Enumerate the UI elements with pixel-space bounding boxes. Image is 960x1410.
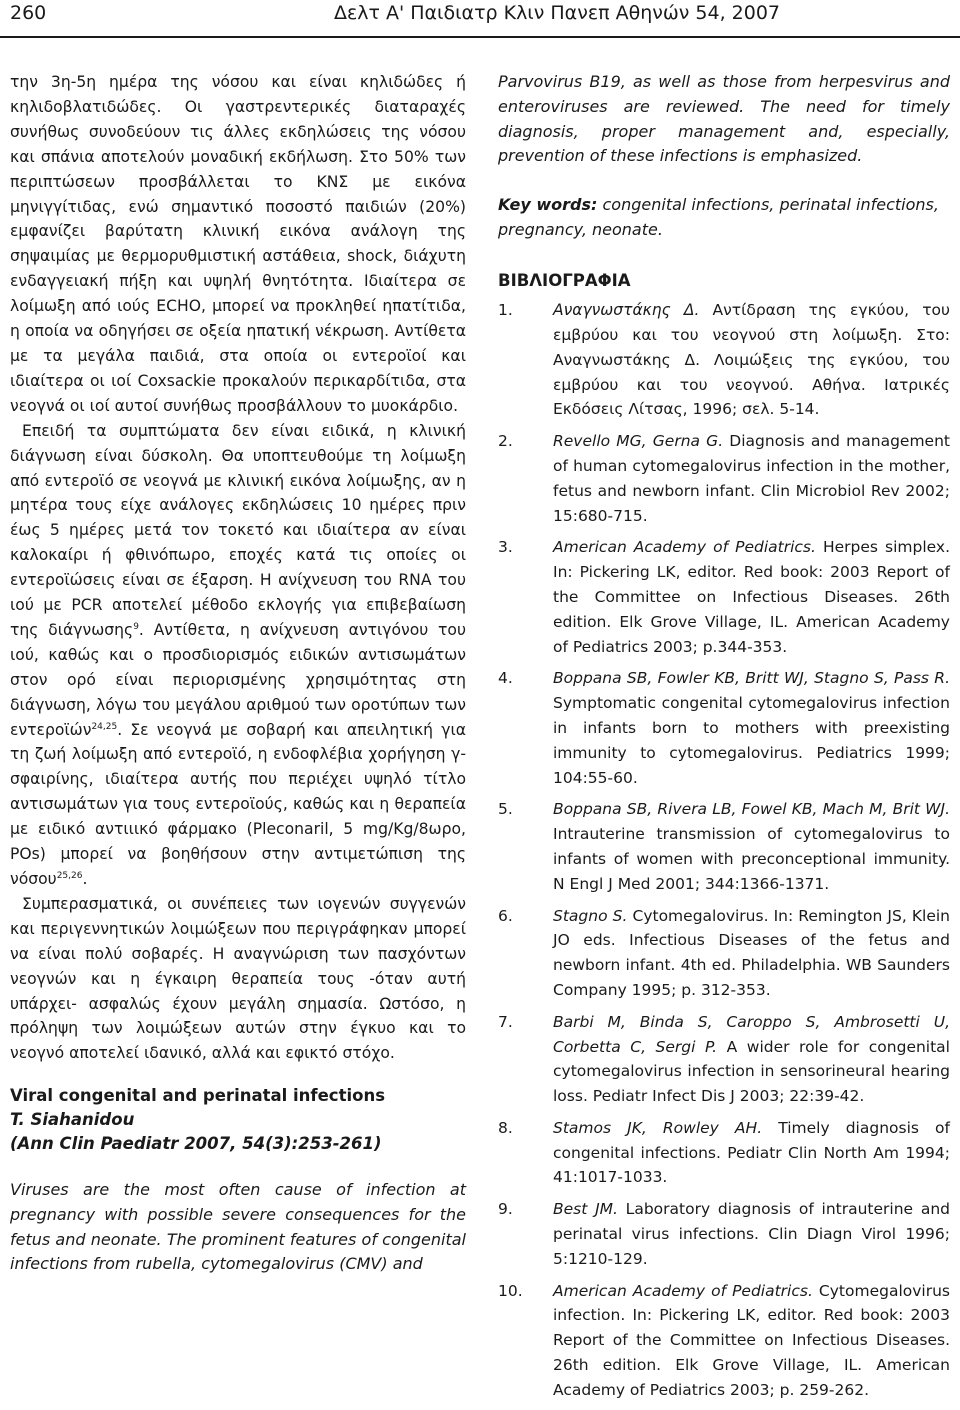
reference-item <box>498 298 950 422</box>
reference-authors: Αναγνωστάκης Δ. <box>553 301 700 320</box>
citation-superscript: 9 <box>133 621 139 632</box>
reference-details: Intrauterine transmission of cytomegalovirus to infants of women with preconceptional immunity. N Engl J Med 2001; 344:1366-1371. <box>553 825 950 893</box>
abstract-citation: (Ann Clin Paediatr 2007, 54(3):253-261) <box>10 1134 382 1154</box>
reference-details: Herpes simplex. In: Pickering LK, editor. Red book: 2003 Report of the Committee on Infectious Diseases. 26th edition. Elk Grove Village, IL. American Academy of Pediatrics 2003; p.344-353. <box>553 538 951 656</box>
abstract-text-right: Parvovirus B19, as well as those from herpesvirus and enteroviruses are reviewed. The need for timely diagnosis, proper management and, especially, prevention of these infections is emphasized. <box>498 72 950 166</box>
reference-authors: American Academy of Pediatrics. <box>553 1281 813 1300</box>
abstract-title: Viral congenital and perinatal infections <box>10 1086 386 1106</box>
reference-number: 8. <box>498 1118 513 1137</box>
body-paragraph-2: Επειδή τα συμπτώματα δεν είναι ειδικά, η κλινική διάγνωση είναι δύσκολη. Θα υποπτευθούμε τη λοίμωξη από εντεροϊό σε νεογνά με κλινική εικόνα λοίμωξης, αν η μητέρα τους είχε ανάλογες εκδηλώσεις 10 ημέρες πριν έως 5 ημέρες μετά τον τοκετό και ιδιαίτερα αν είναι καλοκαίρι ή φθινόπωρο, εποχές κατά τις οποίες οι εντεροϊώσεις είναι σε έξαρση. Η ανίχνευση του RNA του ιού με PCR αποτελεί μέθοδο εκλογής για επιβεβαίωση της διάγνωσης$^9$. Αντίθετα, η ανίχνευση αντιγόνου του ιού, καθώς και ο προσδιορισμός ειδικών αντισωμάτων στον ορό είναι περιορισμένης χρησιμότητας στη διάγνωση, λόγω του μεγάλου αριθμού των οροτύπων των εντεροϊών$^{24,25}$. Σε νεογνά με σοβαρή και απειλητική για τη ζωή λοίμωξη από εντεροϊό, η ενδοφλέβια χορήγηση γ-σφαιρίνης, ιδιαίτερα αυτής που περιέχει υψηλό τίτλο αντισωμάτων για τους εντεροϊούς, καθώς και η θεραπεία με ειδικό αντιιικό φάρμακο (Pleconaril, 5 mg/Kg/8ωρο, POs) μπορεί να βοηθήσουν στην αντιμετώπιση της νόσου$^{25,26}$. <box>10 421 466 888</box>
reference-item <box>498 535 950 659</box>
citation-superscript: 24,25 <box>91 721 118 732</box>
reference-item <box>498 904 950 1003</box>
reference-number: 4. <box>498 669 513 688</box>
reference-details: Symptomatic congenital cytomegalovirus infection in infants born to mothers with preexisting immunity to cytomegalovirus. Pediatrics 1999; 104:55-60. <box>553 694 950 787</box>
body-paragraph-1: την 3η-5η ημέρα της νόσου και είναι κηλιδώδες ή κηλιδοβλατιδώδες. Οι γαστρεντερικές διαταραχές συνήθως συνοδεύουν τις άλλες εκδηλώσεις της νόσου και σπάνια αποτελούν μοναδική εκδήλωση. Στο 50% των περιπτώσεων προσβάλλεται το ΚΝΣ με εικόνα μηνιγγίτιδας, ενώ σημαντικό ποσοστό παιδιών (20%) εμφανίζει βαρύτατη κλινική εικόνα ανάλογη της σηψαιμίας με θερμορυθμιστική αστάθεια, shock, διάχυτη ενδαγγειακή πήξη και υψηλή θνητότητα. Ιδιαίτερα σε λοίμωξη από ιούς ECHO, μπορεί να προκληθεί ηπατίτιδα, η οποία να οδηγήσει σε οξεία ηπατική νέκρωση. Αντίθετα με τα μεγάλα παιδιά, στα οποία οι εντεροϊοί και ιδιαίτερα οι ιοί Coxsackie προκαλούν περικαρδίτιδα, στα νεογνά οι ιοί αυτοί συνήθως προσβάλλουν το μυοκάρδιο. <box>10 73 466 415</box>
page-header <box>0 0 960 36</box>
header-rule <box>0 36 960 38</box>
keywords <box>498 192 950 242</box>
reference-authors: Revello MG, Gerna G. <box>553 432 724 451</box>
reference-authors: Best JM. <box>553 1200 618 1219</box>
reference-authors: Boppana SB, Fowler KB, Britt WJ, Stagno S, Pass R. <box>553 669 950 688</box>
reference-details: Cytomegalovirus. In: Remington JS, Klein JO eds. Infectious Diseases of the fetus and newborn infant. 4th ed. Philadelphia. WB Saunders Company 1995; p. 312-353. <box>553 906 950 999</box>
left-column <box>10 70 466 1277</box>
reference-number: 6. <box>498 906 513 925</box>
reference-number: 9. <box>498 1200 513 1219</box>
reference-authors: Barbi M, Binda S, Caroppo S, Ambrosetti U, Corbetta C, Sergi P. <box>553 1012 950 1056</box>
reference-authors: Stagno S. <box>553 906 628 925</box>
keywords-label: Key words: <box>498 195 598 215</box>
reference-authors: Stamos JK, Rowley AH. <box>553 1118 763 1137</box>
reference-item <box>498 1116 950 1190</box>
reference-item <box>498 666 950 790</box>
reference-details: Timely diagnosis of congenital infections. Pediatr Clin North Am 1994; 41:1017-1033. <box>553 1118 950 1187</box>
reference-item <box>498 1197 950 1271</box>
page-number: 260 <box>10 2 47 24</box>
citation-superscript: 25,26 <box>56 870 83 881</box>
reference-number: 1. <box>498 301 513 320</box>
reference-item <box>498 797 950 896</box>
reference-number: 7. <box>498 1012 513 1031</box>
keywords-list: congenital infections, perinatal infections, pregnancy, neonate. <box>498 195 939 240</box>
abstract-author: T. Siahanidou <box>10 1110 135 1130</box>
reference-details: Laboratory diagnosis of intrauterine and perinatal virus infections. Clin Diagn Virol 1996; 5:1210-129. <box>553 1200 950 1268</box>
reference-item <box>498 1279 950 1403</box>
reference-number: 10. <box>498 1281 523 1300</box>
reference-item <box>498 1010 950 1109</box>
reference-details: Αντίδραση της εγκύου, του εμβρύου και του νεογνού στη λοίμωξη. Στο: Αναγνωστάκης Δ. Λοιμώξεις της εγκύου, του εμβρύου και του νεογνού. Αθήνα. Ιατρικές Εκδόσεις Λίτσας, 1996; σελ. 5-14. <box>553 301 950 419</box>
abstract-text-left: Viruses are the most often cause of infection at pregnancy with possible severe consequences for the fetus and neonate. The prominent features of congenital infections from rubella, cytomegalovirus (CMV) and <box>10 1180 466 1274</box>
body-paragraph-3: Συμπερασματικά, οι συνέπειες των ιογενών συγγενών και περιγεννητικών λοιμώξεων που περιγράφηκαν μπορεί να είναι πολύ σοβαρές. Η αναγνώριση των πασχόντων νεογνών και η έγκαιρη θεραπεία τους -όταν αυτή υπάρχει- ασφαλώς έχουν μεγάλη σημασία. Ωστόσο, η πρόληψη των λοιμώξεων αυτών στην έγκυο και το νεογνό αποτελεί ιδανικό, αλλά και εφικτό στόχο. <box>10 894 466 1063</box>
reference-number: 3. <box>498 538 513 557</box>
reference-number: 2. <box>498 432 513 451</box>
reference-details: Cytomegalovirus infection. In: Pickering LK, editor. Red book: 2003 Report of the Committee on Infectious Diseases. 26th edition. Elk Grove Village, IL. American Academy of Pediatrics 2003; p. 259-262. <box>553 1281 950 1399</box>
reference-list <box>498 298 950 1402</box>
references-heading: ΒΙΒΛΙΟΓΡΑΦΙΑ <box>498 271 631 291</box>
reference-authors: Boppana SB, Rivera LB, Fowel KB, Mach M, Brit WJ. <box>553 800 950 819</box>
reference-number: 5. <box>498 800 513 819</box>
right-column <box>498 70 950 1410</box>
reference-item <box>498 429 950 528</box>
journal-citation: Δελτ Α' Παιδιατρ Κλιν Πανεπ Αθηνών 54, 2007 <box>334 2 781 24</box>
reference-details: Diagnosis and management of human cytomegalovirus infection in the mother, fetus and newborn infant. Clin Microbiol Rev 2002; 15:680-715. <box>553 432 950 525</box>
reference-authors: American Academy of Pediatrics. <box>553 538 816 557</box>
reference-details: A wider role for congenital cytomegalovirus infection in sensorineural hearing loss. Pediatr Infect Dis J 2003; 22:39-42. <box>553 1037 950 1106</box>
